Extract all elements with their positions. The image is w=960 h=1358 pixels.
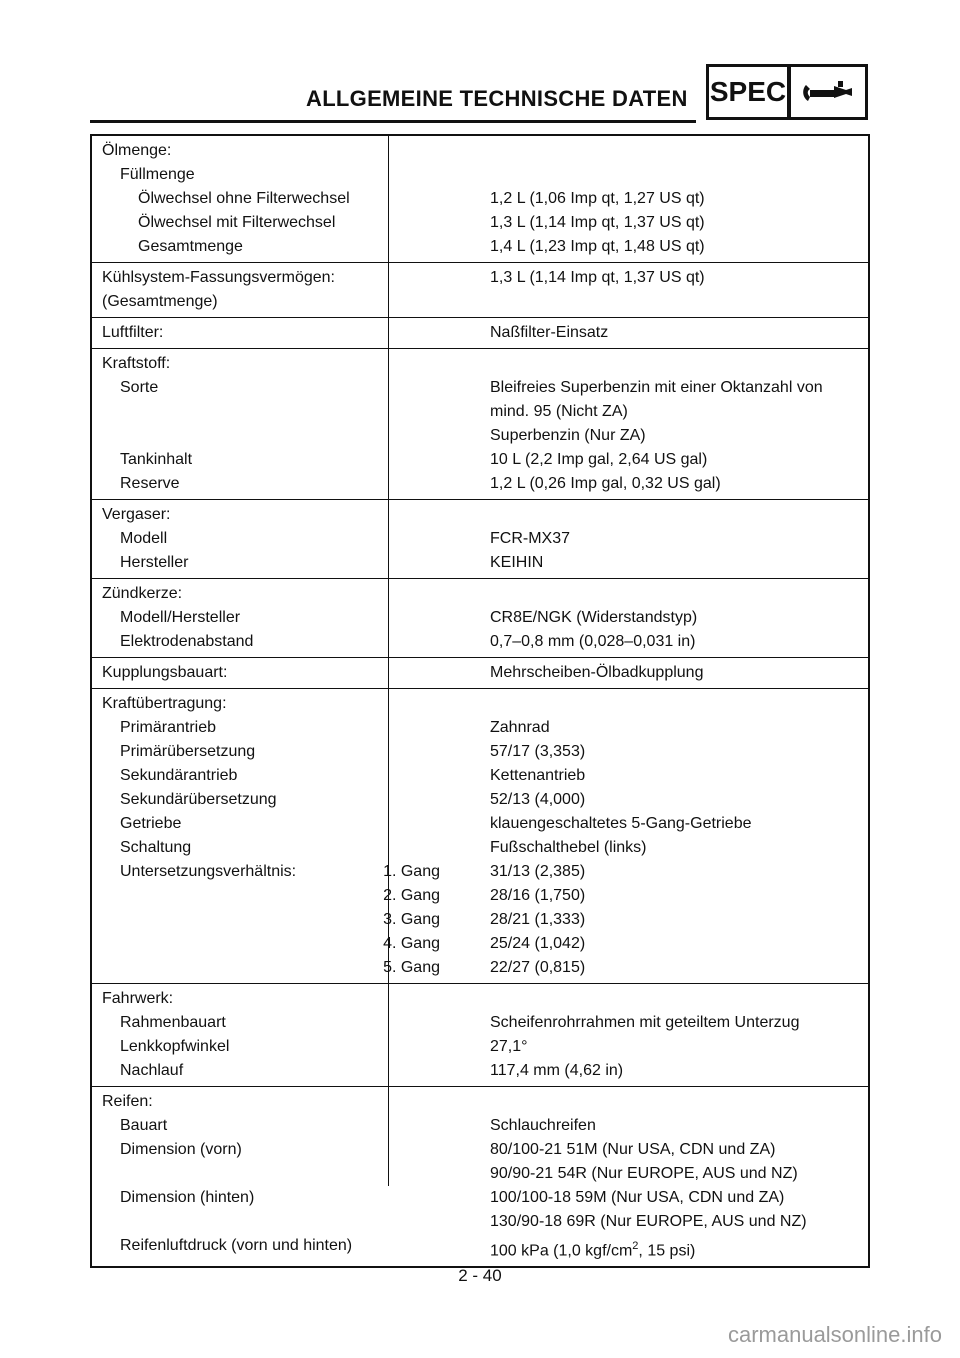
transmission-value: klauengeschaltetes 5-Gang-Getriebe	[490, 815, 752, 832]
gear-label: 3. Gang	[383, 911, 440, 928]
tires-type-value: Schlauchreifen	[490, 1117, 596, 1134]
airfilter-value: Naßfilter-Einsatz	[490, 324, 609, 341]
spec-label: SPEC	[706, 64, 790, 120]
section-chassis	[92, 983, 868, 1086]
plug-gap-value: 0,7–0,8 mm (0,028–0,031 in)	[490, 633, 696, 650]
tires-type-label: Bauart	[120, 1117, 168, 1134]
oil-row-label: Ölwechsel mit Filterwechsel	[138, 214, 336, 231]
chassis-label: Lenkkopfwinkel	[120, 1038, 230, 1055]
carb-maker-label: Hersteller	[120, 554, 189, 571]
wrench-box	[788, 64, 868, 120]
tires-front-label: Dimension (vorn)	[120, 1141, 242, 1158]
tires-pressure-value	[480, 1234, 868, 1263]
oil-fill-label: Füllmenge	[120, 166, 195, 183]
chassis-title: Fahrwerk:	[102, 990, 174, 1007]
transmission-label: Sekundärantrieb	[120, 767, 238, 784]
oil-title: Ölmenge:	[102, 142, 172, 159]
ratio-label: Untersetzungsverhältnis:	[120, 863, 297, 880]
gear-value: 28/21 (1,333)	[490, 911, 586, 928]
section-transmission	[92, 688, 868, 983]
pressure-superscript: 2	[632, 1240, 639, 1252]
transmission-value: Fußschalthebel (links)	[490, 839, 647, 856]
fuel-reserve-label: Reserve	[120, 475, 180, 492]
transmission-label: Getriebe	[120, 815, 182, 832]
fuel-sorte-value: mind. 95 (Nicht ZA)	[490, 403, 628, 420]
tires-rear-label: Dimension (hinten)	[120, 1189, 255, 1206]
fuel-reserve-value: 1,2 L (0,26 Imp gal, 0,32 US gal)	[490, 475, 721, 492]
chassis-label: Nachlauf	[120, 1062, 184, 1079]
tires-front-value: 90/90-21 54R (Nur EUROPE, AUS und NZ)	[490, 1165, 798, 1182]
tires-title: Reifen:	[102, 1093, 153, 1110]
transmission-label: Primärübersetzung	[120, 743, 256, 760]
section-plug	[92, 578, 868, 657]
airfilter-label: Luftfilter:	[102, 324, 164, 341]
coolant-label: Kühlsystem-Fassungsvermögen:	[102, 269, 335, 286]
section-fuel	[92, 348, 868, 499]
chassis-value: 117,4 mm (4,62 in)	[490, 1062, 624, 1079]
pressure-value-part: 100 kPa (1,0 kgf/cm	[490, 1242, 633, 1260]
section-carb	[92, 499, 868, 578]
header-rule	[90, 120, 696, 123]
plug-title: Zündkerze:	[102, 585, 183, 602]
coolant-label-sub: (Gesamtmenge)	[102, 293, 218, 310]
tires-rear-value: 100/100-18 59M (Nur USA, CDN und ZA)	[490, 1189, 785, 1206]
plug-model-value: CR8E/NGK (Widerstandstyp)	[490, 609, 698, 626]
wrench-icon	[800, 77, 856, 107]
clutch-label: Kupplungsbauart:	[102, 664, 228, 681]
oil-row-value: 1,4 L (1,23 Imp qt, 1,48 US qt)	[490, 238, 705, 255]
chassis-value: Scheifenrohrrahmen mit geteiltem Unterzug	[490, 1014, 800, 1031]
fuel-title: Kraftstoff:	[102, 355, 171, 372]
oil-row-label: Gesamtmenge	[138, 238, 243, 255]
transmission-value: 52/13 (4,000)	[490, 791, 586, 808]
watermark: carmanualsonline.info	[727, 1322, 942, 1347]
section-clutch	[92, 657, 868, 688]
clutch-value: Mehrscheiben-Ölbadkupplung	[490, 664, 704, 681]
gear-label: 1. Gang	[383, 863, 440, 880]
gear-value: 28/16 (1,750)	[490, 887, 586, 904]
page-header-title: ALLGEMEINE TECHNISCHE DATEN	[306, 86, 688, 111]
plug-gap-label: Elektrodenabstand	[120, 633, 254, 650]
carb-title: Vergaser:	[102, 506, 171, 523]
transmission-title: Kraftübertragung:	[102, 695, 227, 712]
chassis-label: Rahmenbauart	[120, 1014, 226, 1031]
tires-front-value: 80/100-21 51M (Nur USA, CDN und ZA)	[490, 1141, 776, 1158]
transmission-value: Kettenantrieb	[490, 767, 586, 784]
fuel-sorte-label: Sorte	[120, 379, 159, 396]
gear-value: 25/24 (1,042)	[490, 935, 586, 952]
tires-rear-value: 130/90-18 69R (Nur EUROPE, AUS und NZ)	[490, 1213, 807, 1230]
section-coolant	[92, 262, 868, 317]
carb-model-value: FCR-MX37	[490, 530, 571, 547]
transmission-label: Sekundärübersetzung	[120, 791, 277, 808]
plug-model-label: Modell/Hersteller	[120, 609, 241, 626]
transmission-value: Zahnrad	[490, 719, 550, 736]
section-tires	[92, 1086, 868, 1266]
gear-label: 2. Gang	[383, 887, 440, 904]
gear-label: 5. Gang	[383, 959, 440, 976]
fuel-tank-label: Tankinhalt	[120, 451, 193, 468]
section-airfilter	[92, 317, 868, 348]
transmission-value: 57/17 (3,353)	[490, 743, 586, 760]
fuel-sorte-value: Superbenzin (Nur ZA)	[490, 427, 646, 444]
gear-value: 31/13 (2,385)	[490, 863, 586, 880]
tires-pressure-label: Reifenluftdruck (vorn und hinten)	[120, 1237, 353, 1254]
page-number: 2 - 40	[458, 1266, 502, 1285]
transmission-label: Schaltung	[120, 839, 192, 856]
gear-label: 4. Gang	[383, 935, 440, 952]
oil-row-value: 1,3 L (1,14 Imp qt, 1,37 US qt)	[490, 214, 705, 231]
fuel-sorte-value: Bleifreies Superbenzin mit einer Oktanzahl von	[490, 379, 823, 396]
spec-table	[90, 134, 870, 1268]
transmission-label: Primärantrieb	[120, 719, 217, 736]
section-oil	[92, 136, 868, 262]
gear-value: 22/27 (0,815)	[490, 959, 586, 976]
carb-model-label: Modell	[120, 530, 168, 547]
pressure-value-part: , 15 psi)	[638, 1242, 696, 1260]
chassis-value: 27,1°	[490, 1038, 528, 1055]
carb-maker-value: KEIHIN	[490, 554, 544, 571]
coolant-value: 1,3 L (1,14 Imp qt, 1,37 US qt)	[490, 269, 705, 286]
fuel-tank-value: 10 L (2,2 Imp gal, 2,64 US gal)	[490, 451, 708, 468]
oil-row-value: 1,2 L (1,06 Imp qt, 1,27 US qt)	[490, 190, 705, 207]
oil-row-label: Ölwechsel ohne Filterwechsel	[138, 190, 350, 207]
